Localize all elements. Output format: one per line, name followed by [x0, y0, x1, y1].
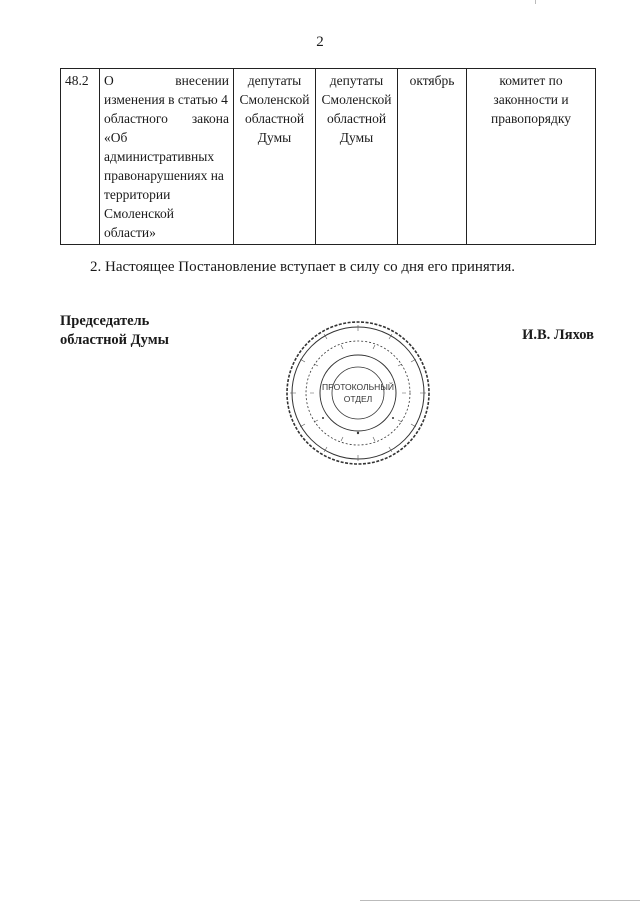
- title-line: правонарушениях на: [104, 168, 224, 183]
- title-line: административных: [104, 149, 215, 164]
- row-number-cell: 48.2: [61, 69, 100, 245]
- title-line: изменения в статью 4: [104, 92, 228, 107]
- developer-line: областной: [326, 111, 387, 126]
- row-term-cell: октябрь: [398, 69, 467, 245]
- title-line: территории: [104, 187, 171, 202]
- row-title-cell: [100, 69, 234, 245]
- scan-mark: [535, 0, 536, 4]
- scan-mark: [360, 900, 640, 901]
- title-word: областного: [104, 111, 168, 126]
- seal-center-line: ПРОТОКОЛЬНЫЙ: [322, 382, 394, 392]
- title-line: [104, 71, 229, 90]
- clause-text: 2. Настоящее Постановление вступает в силу со дня его принятия.: [90, 259, 516, 275]
- signer-role: [60, 312, 169, 350]
- responsible-line: правопорядку: [491, 111, 571, 126]
- responsible-line: законности и: [493, 92, 569, 107]
- initiator-line: Смоленской: [239, 92, 310, 107]
- developer-line: Смоленской: [321, 92, 392, 107]
- signer-role-line: областной Думы: [60, 332, 169, 348]
- seal-graphic: [283, 318, 433, 468]
- title-line: области»: [104, 225, 156, 240]
- official-seal: [283, 318, 433, 468]
- seal-rings: [287, 322, 429, 464]
- row-responsible-cell: [467, 69, 596, 245]
- seal-center-line: ОТДЕЛ: [343, 394, 373, 404]
- title-line: [104, 109, 229, 128]
- signer-name: И.В. Ляхов: [522, 327, 594, 343]
- seal-ring-texture: [290, 325, 426, 461]
- title-line: Смоленской: [104, 206, 174, 221]
- title-word: О: [104, 73, 114, 88]
- plan-table: [60, 68, 596, 245]
- initiator-line: Думы: [257, 130, 292, 145]
- developer-line: депутаты: [329, 73, 384, 88]
- page-number: 2: [316, 34, 324, 50]
- title-line: «Об: [104, 130, 128, 145]
- row-initiator-cell: [234, 69, 316, 245]
- table-row: [61, 69, 596, 245]
- developer-line: Думы: [339, 130, 374, 145]
- row-developer-cell: [316, 69, 398, 245]
- initiator-line: областной: [244, 111, 305, 126]
- initiator-line: депутаты: [247, 73, 302, 88]
- seal-star-dots: [322, 417, 394, 434]
- responsible-line: комитет по: [499, 73, 563, 88]
- signer-role-line: Председатель: [60, 313, 150, 329]
- title-word: закона: [191, 111, 229, 126]
- title-word: внесении: [175, 73, 229, 88]
